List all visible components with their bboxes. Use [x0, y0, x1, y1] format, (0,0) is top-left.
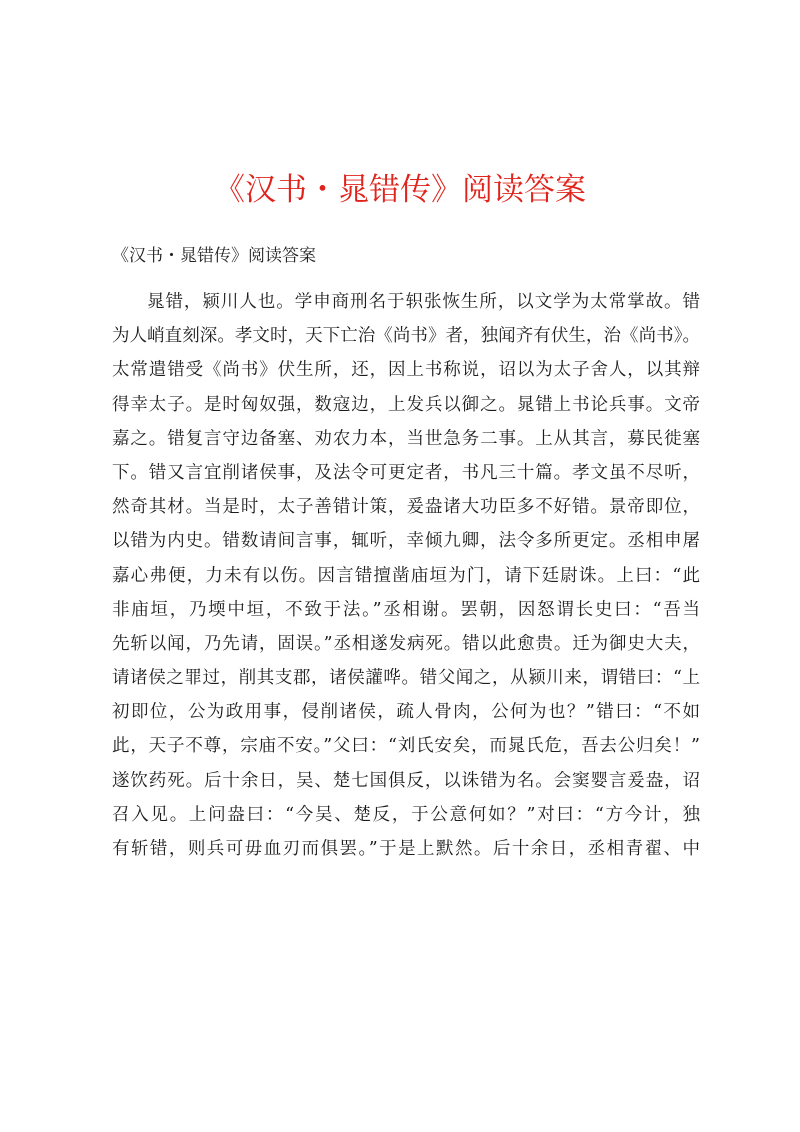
text-line: 先斩以闻，乃先请，固误。”丞相遂发病死。错以此愈贵。迁为御史大夫， — [112, 633, 700, 654]
body-paragraph — [112, 285, 700, 866]
text-line: 以错为内史。错数请间言事，辄听，幸倾九卿，法令多所更定。丞相申屠 — [112, 531, 700, 552]
text-line: 太常遣错受《尚书》伏生所，还，因上书称说，诏以为太子舍人，以其辩 — [112, 360, 700, 381]
text-line: 有斩错，则兵可毋血刃而俱罢。”于是上默然。后十余日，丞相青翟、中 — [112, 839, 700, 859]
text-line: 召入见。上问盎曰：“今吴、楚反，于公意何如？”对曰：“方今计，独 — [112, 804, 700, 825]
text-line: 此，天子不尊，宗庙不安。”父曰：“刘氏安矣，而晁氏危，吾去公归矣！” — [112, 736, 700, 757]
document-subtitle: 《汉书・晁错传》阅读答案 — [112, 246, 316, 266]
text-line: 遂饮药死。后十余日，吴、楚七国俱反，以诛错为名。会窦婴言爰盎，诏 — [112, 770, 700, 791]
text-line: 非庙垣，乃堧中垣，不致于法。”丞相谢。罢朝，因怒谓长史曰：“吾当 — [112, 599, 700, 620]
text-line: 嘉心弗便，力未有以伤。因言错擅凿庙垣为门，请下廷尉诛。上曰：“此 — [112, 565, 700, 586]
text-line: 晁错，颍川人也。学申商刑名于轵张恢生所，以文学为太常掌故。错 — [147, 292, 700, 312]
text-line: 初即位，公为政用事，侵削诸侯，疏人骨肉，公何为也？”错曰：“不如 — [112, 702, 700, 723]
text-line: 下。错又言宜削诸侯事，及法令可更定者，书凡三十篇。孝文虽不尽听， — [112, 462, 700, 483]
text-line: 请诸侯之罪过，削其支郡，诸侯讙哗。错父闻之，从颍川来，谓错曰：“上 — [112, 668, 700, 689]
text-line: 然奇其材。当是时，太子善错计策，爰盎诸大功臣多不好错。景帝即位， — [112, 497, 700, 518]
text-line: 嘉之。错复言守边备塞、劝农力本，当世急务二事。上从其言，募民徙塞 — [112, 428, 700, 449]
text-line: 得幸太子。是时匈奴强，数寇边，上发兵以御之。晁错上书论兵事。文帝 — [112, 394, 700, 415]
document-title: 《汉书・晁错传》阅读答案 — [214, 172, 586, 208]
text-line: 为人峭直刻深。孝文时，天下亡治《尚书》者，独闻齐有伏生，治《尚书》。 — [112, 326, 700, 347]
